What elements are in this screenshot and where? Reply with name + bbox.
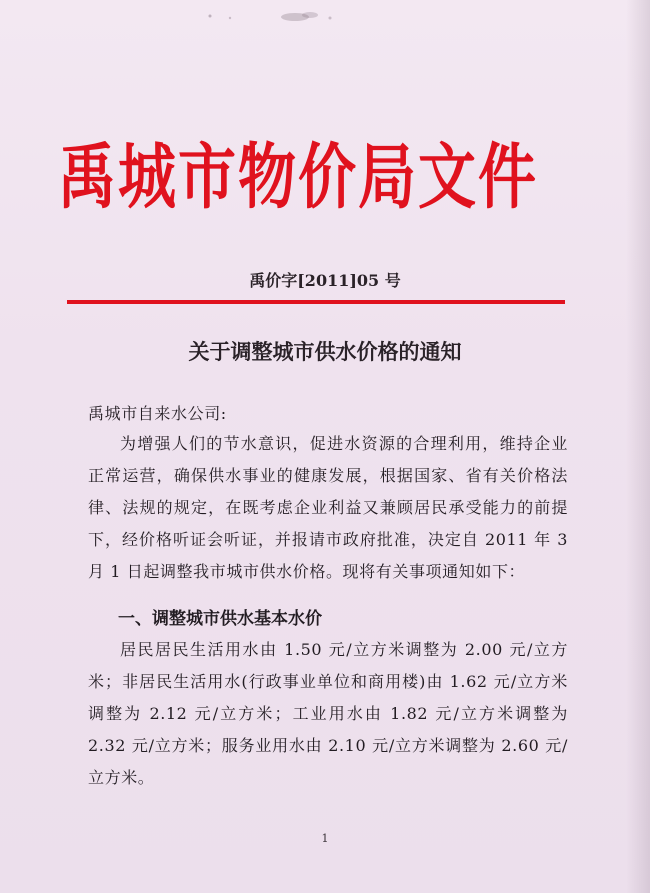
salutation: 禹城市自来水公司: [88, 404, 227, 423]
paragraph-intro: 为增强人们的节水意识，促进水资源的合理利用，维持企业正常运营，确保供水事业的健康发展，根据国家、省有关价格法律、法规的规定，在既考虑企业利益又兼顾居民承受能力的前提下，经价格听证会听证，并报请市政府批准，决定自 2011 年 3 月 1 日起调整我市城市供水价格。现将有关事项通知如下： [88, 434, 568, 581]
page-edge-shadow [626, 0, 650, 893]
agency-document-title: 禹城市物价局文件 [58, 135, 539, 219]
document-number: 禹价字[2011]05 号 [249, 271, 401, 290]
red-divider-rule [67, 300, 565, 304]
page-number: 1 [321, 832, 329, 845]
paragraph-water-prices: 居民居民生活用水由 1.50 元/立方米调整为 2.00 元/立方米；非居民生活用水(行政事业单位和商用楼)由 1.62 元/立方米调整为 2.12 元/立方米；工业用水由 1.82 元/立方米调整为 2.32 元/立方米；服务业用水由 2.10 元/立方米调整为 2.60 元/立方米。 [88, 640, 568, 787]
paper-smudge-marks [200, 10, 350, 24]
notice-title: 关于调整城市供水价格的通知 [188, 339, 462, 364]
section-heading-1: 一、调整城市供水基本水价 [118, 609, 322, 629]
